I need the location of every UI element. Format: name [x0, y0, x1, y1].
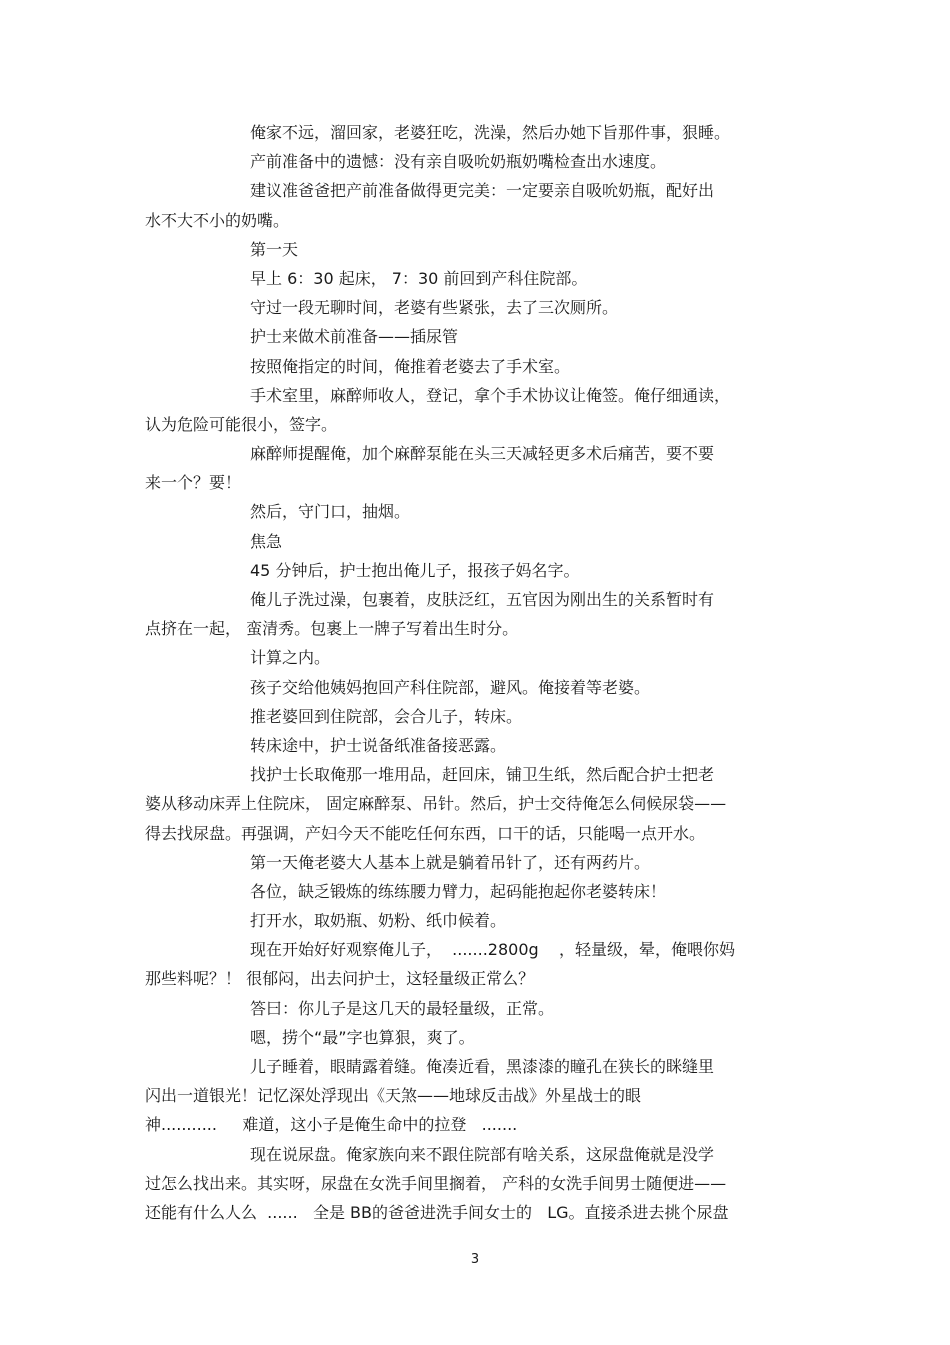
text-line: 现在开始好好观察俺儿子， .......2800g ，轻量级，晕，俺喂你妈 — [250, 940, 735, 960]
text-line: 打开水，取奶瓶、奶粉、纸巾候着。 — [250, 911, 507, 931]
text-line: 第一天俺老婆大人基本上就是躺着吊针了，还有两药片。 — [250, 852, 651, 872]
text-line: 各位，缺乏锻炼的练练腰力臂力，起码能抱起你老婆转床！ — [250, 881, 667, 901]
text-line: 手术室里，麻醉师收人，登记，拿个手术协议让俺签。俺仔细通读， — [250, 385, 731, 405]
text-line: 然后，守门口，抽烟。 — [250, 502, 411, 522]
text-line: 还能有什么人么 ...... 全是 BB的爸爸进洗手间女士的 LG。直接杀进去挑个尿盘 — [145, 1202, 729, 1222]
text-line: 建议准爸爸把产前准备做得更完美：一定要亲自吸吮奶瓶，配好出 — [250, 181, 715, 201]
text-line: 神........... 难道，这小子是俺生命中的拉登 ....... — [145, 1115, 518, 1135]
text-line: 现在说尿盘。俺家族向来不跟住院部有啥关系，这尿盘俺就是没学 — [250, 1144, 715, 1164]
page-number: 3 — [470, 1252, 480, 1267]
text-line: 嗯，捞个“最”字也算狠，爽了。 — [250, 1027, 475, 1047]
text-line: 水不大不小的奶嘴。 — [145, 210, 290, 230]
text-line: 产前准备中的遗憾：没有亲自吸吮奶瓶奶嘴检查出水速度。 — [250, 152, 667, 172]
text-line: 儿子睡着，眼睛露着缝。俺凑近看，黑漆漆的瞳孔在狭长的眯缝里 — [250, 1057, 715, 1076]
text-line: 45 分钟后，护士抱出俺儿子，报孩子妈名字。 — [250, 560, 580, 580]
text-line: 麻醉师提醒俺，加个麻醉泵能在头三天减轻更多术后痛苦，要不要 — [250, 444, 715, 464]
text-line: 俺儿子洗过澡，包裹着，皮肤泛红，五官因为刚出生的关系暂时有 — [250, 590, 715, 609]
text-line: 过怎么找出来。其实呀，尿盘在女洗手间里搁着， 产科的女洗手间男士随便进—— — [145, 1173, 727, 1193]
text-line: 推老婆回到住院部，会合儿子，转床。 — [250, 706, 523, 726]
text-line: 得去找尿盘。再强调，产妇今天不能吃任何东西，口干的话，只能喝一点开水。 — [145, 823, 706, 843]
text-line: 认为危险可能很小，签字。 — [145, 414, 338, 434]
text-line: 孩子交给他姨妈抱回产科住院部，避风。俺接着等老婆。 — [250, 677, 651, 697]
text-line: 计算之内。 — [250, 648, 331, 668]
text-line: 俺家不远，溜回家，老婆狂吃，洗澡，然后办她下旨那件事，狠睡。 — [250, 123, 731, 142]
text-line: 来一个？要！ — [145, 473, 242, 493]
text-line: 那些料呢？！ 很郁闷，出去问护士，这轻量级正常么？ — [145, 969, 535, 989]
text-line: 按照俺指定的时间，俺推着老婆去了手术室。 — [250, 356, 571, 376]
text-line: 答曰：你儿子是这几天的最轻量级，正常。 — [250, 998, 555, 1018]
text-line: 护士来做术前准备——插尿管 — [250, 327, 459, 347]
text-line: 婆从移动床弄上住院床， 固定麻醉泵、吊针。然后，护士交待俺怎么伺候尿袋—— — [145, 794, 727, 814]
text-line: 第一天 — [250, 239, 299, 259]
text-line: 找护士长取俺那一堆用品，赶回床，铺卫生纸，然后配合护士把老 — [250, 765, 715, 785]
body-text — [145, 118, 805, 1227]
text-line: 焦急 — [250, 531, 283, 551]
text-line: 守过一段无聊时间，老婆有些紧张，去了三次厕所。 — [250, 298, 619, 318]
text-line: 闪出一道银光！记忆深处浮现出《天煞——地球反击战》外星战士的眼 — [145, 1086, 642, 1106]
text-line: 转床途中，护士说备纸准备接恶露。 — [250, 735, 507, 755]
text-line: 点挤在一起， 蛮清秀。包裹上一牌子写着出生时分。 — [145, 619, 519, 639]
text-line: 早上 6：30 起床， 7：30 前回到产科住院部。 — [250, 268, 588, 288]
